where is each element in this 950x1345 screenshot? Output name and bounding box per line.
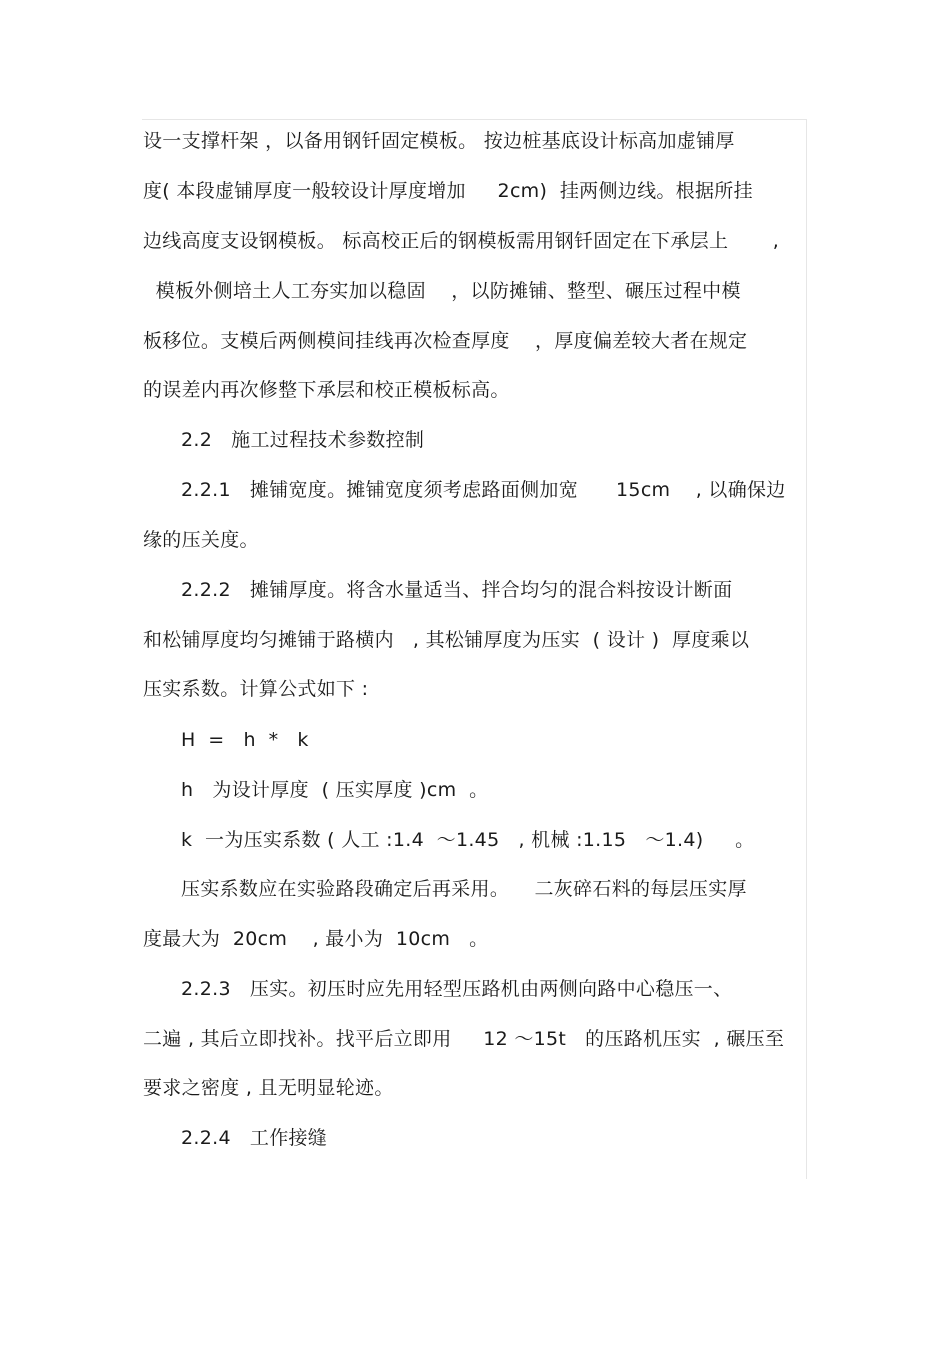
text-line: 2.2.2 摊铺厚度。将含水量适当、拌合均匀的混合料按设计断面 <box>143 579 733 601</box>
text-line: 度最大为 20cm , 最小为 10cm 。 <box>143 928 489 950</box>
text-line: 要求之密度 , 且无明显轮迹。 <box>143 1077 394 1099</box>
text-line: 和松铺厚度均匀摊铺于路横内 , 其松铺厚度为压实 ( 设计 ) 厚度乘以 <box>143 629 750 651</box>
text-line: 度( 本段虚铺厚度一般较设计厚度增加 2cm) 挂两侧边线。根据所挂 <box>143 180 753 202</box>
text-line: 二遍 , 其后立即找补。找平后立即用 12 ～15t 的压路机压实 , 碾压至 <box>143 1028 785 1050</box>
formula-line: H = h * k <box>143 729 309 751</box>
text-line: 2.2.3 压实。初压时应先用轻型压路机由两侧向路中心稳压一、 <box>143 978 733 1000</box>
section-heading: 2.2.4 工作接缝 <box>143 1127 328 1149</box>
text-line: k 一为压实系数 ( 人工 :1.4 ～1.45 , 机械 :1.15 ～1.4) 。 <box>143 829 755 851</box>
text-line: 压实系数。计算公式如下 : <box>143 678 369 700</box>
text-line: 2.2.1 摊铺宽度。摊铺宽度须考虑路面侧加宽 15cm , 以确保边 <box>143 479 786 501</box>
text-line: 模板外侧培土人工夯实加以稳固 ，以防摊铺、整型、碾压过程中模 <box>143 280 741 302</box>
section-heading: 2.2 施工过程技术参数控制 <box>143 429 425 451</box>
text-line: 压实系数应在实验路段确定后再采用。 二灰碎石料的每层压实厚 <box>143 878 747 900</box>
text-line: 设一支撑杆架 ，以备用钢钎固定模板。 按边桩基底设计标高加虚铺厚 <box>143 130 735 152</box>
text-line: 板移位。支模后两侧模间挂线再次检查厚度 ，厚度偏差较大者在规定 <box>143 330 748 352</box>
text-line: h 为设计厚度 ( 压实厚度 )cm 。 <box>143 779 489 801</box>
text-line: 边线高度支设钢模板。 标高校正后的钢模板需用钢钎固定在下承层上 , <box>143 230 780 252</box>
text-line: 的误差内再次修整下承层和校正模板标高。 <box>143 379 510 401</box>
text-line: 缘的压关度。 <box>143 529 259 551</box>
